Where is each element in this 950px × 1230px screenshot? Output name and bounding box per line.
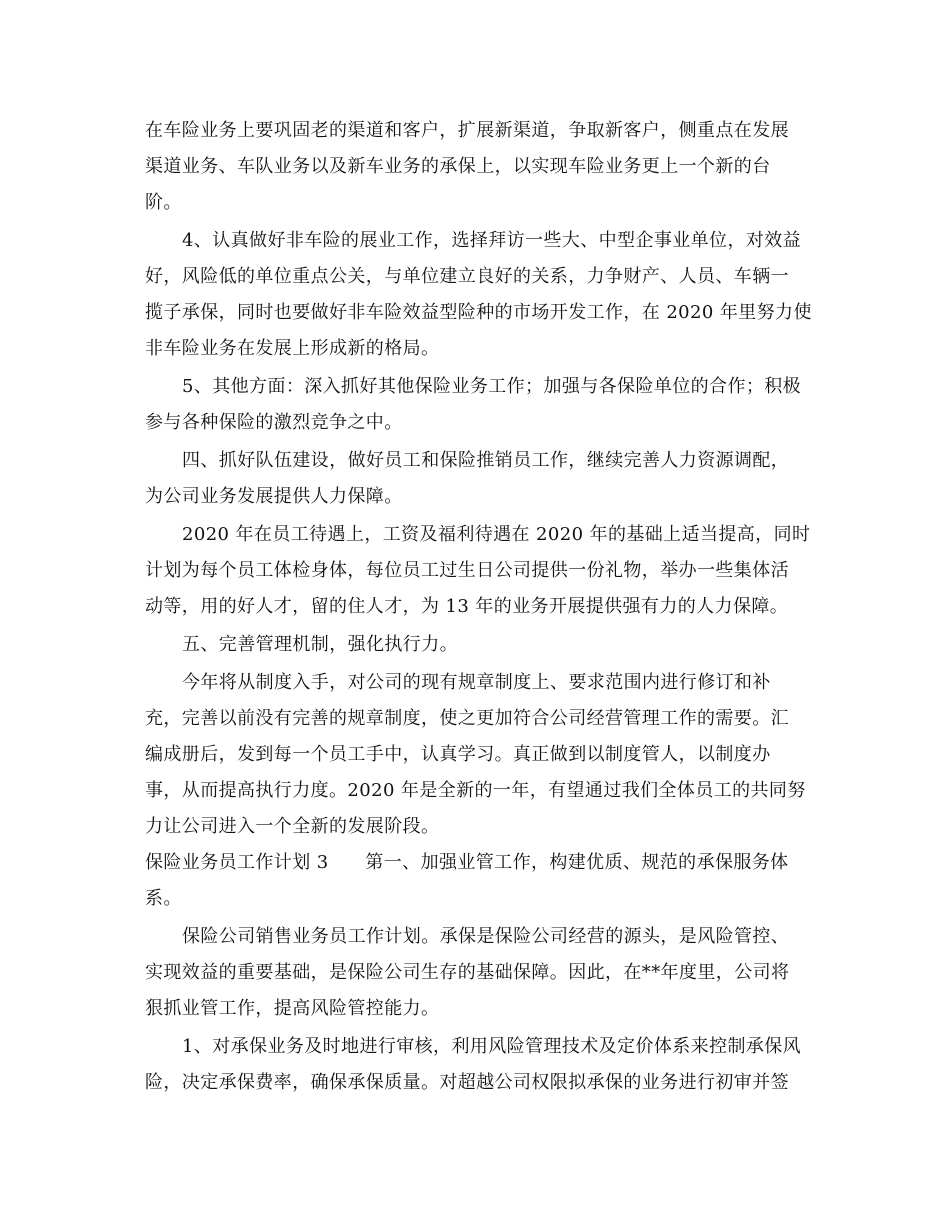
text-line: 实现效益的重要基础，是保险公司生存的基础保障。因此，在**年度里，公司将: [145, 962, 790, 983]
text-line: 编成册后，发到每一个员工手中，认真学习。真正做到以制度管人，以制度办: [145, 744, 771, 765]
text-line: 好，风险低的单位重点公关，与单位建立良好的关系，力争财产、人员、车辆一: [145, 266, 789, 287]
text-line: 险，决定承保费率，确保承保质量。对超越公司权限拟承保的业务进行初审并签: [145, 1072, 789, 1093]
text-line: 系。: [145, 888, 182, 909]
text-line: 动等，用的好人才，留的住人才，为 13 年的业务开展提供强有力的人力保障。: [145, 596, 789, 617]
text-line: 非车险业务在发展上形成新的格局。: [145, 338, 440, 359]
text-line: 4、认真做好非车险的展业工作，选择拜访一些大、中型企事业单位，对效益: [182, 230, 802, 251]
text-line: 计划为每个员工体检身体，每位员工过生日公司提供一份礼物，举办一些集体活: [145, 560, 789, 581]
text-line: 今年将从制度入手，对公司的现有规章制度上、要求范围内进行修订和补: [182, 672, 771, 693]
section-heading: 保险业务员工作计划 3 第一、加强业管工作，构建优质、规范的承保服务体: [145, 852, 789, 873]
text-line: 渠道业务、车队业务以及新车业务的承保上，以实现车险业务更上一个新的台: [145, 156, 771, 177]
text-line: 2020 年在员工待遇上，工资及福利待遇在 2020 年的基础上适当提高，同时: [182, 524, 811, 545]
text-line: 狠抓业管工作，提高风险管控能力。: [145, 998, 440, 1019]
text-line: 力让公司进入一个全新的发展阶段。: [145, 816, 440, 837]
text-line: 揽子承保，同时也要做好非车险效益型险种的市场开发工作，在 2020 年里努力使: [145, 302, 812, 323]
text-line: 为公司业务发展提供人力保障。: [145, 486, 403, 507]
text-line: 5、其他方面：深入抓好其他保险业务工作；加强与各保险单位的合作；积极: [182, 376, 802, 397]
text-line: 事，从而提高执行力度。2020 年是全新的一年，有望通过我们全体员工的共同努: [145, 780, 806, 801]
text-line: 四、抓好队伍建设，做好员工和保险推销员工作，继续完善人力资源调配，: [182, 450, 790, 471]
text-line: 阶。: [145, 192, 182, 213]
text-line: 保险公司销售业务员工作计划。承保是保险公司经营的源头，是风险管控、: [182, 926, 790, 947]
text-line: 充，完善以前没有完善的规章制度，使之更加符合公司经营管理工作的需要。汇: [145, 708, 789, 729]
text-line: 参与各种保险的激烈竞争之中。: [145, 412, 403, 433]
text-line: 五、完善管理机制，强化执行力。: [182, 634, 458, 655]
text-line: 1、对承保业务及时地进行审核，利用风险管理技术及定价体系来控制承保风: [182, 1036, 802, 1057]
text-line: 在车险业务上要巩固老的渠道和客户，扩展新渠道，争取新客户，侧重点在发展: [145, 120, 789, 141]
